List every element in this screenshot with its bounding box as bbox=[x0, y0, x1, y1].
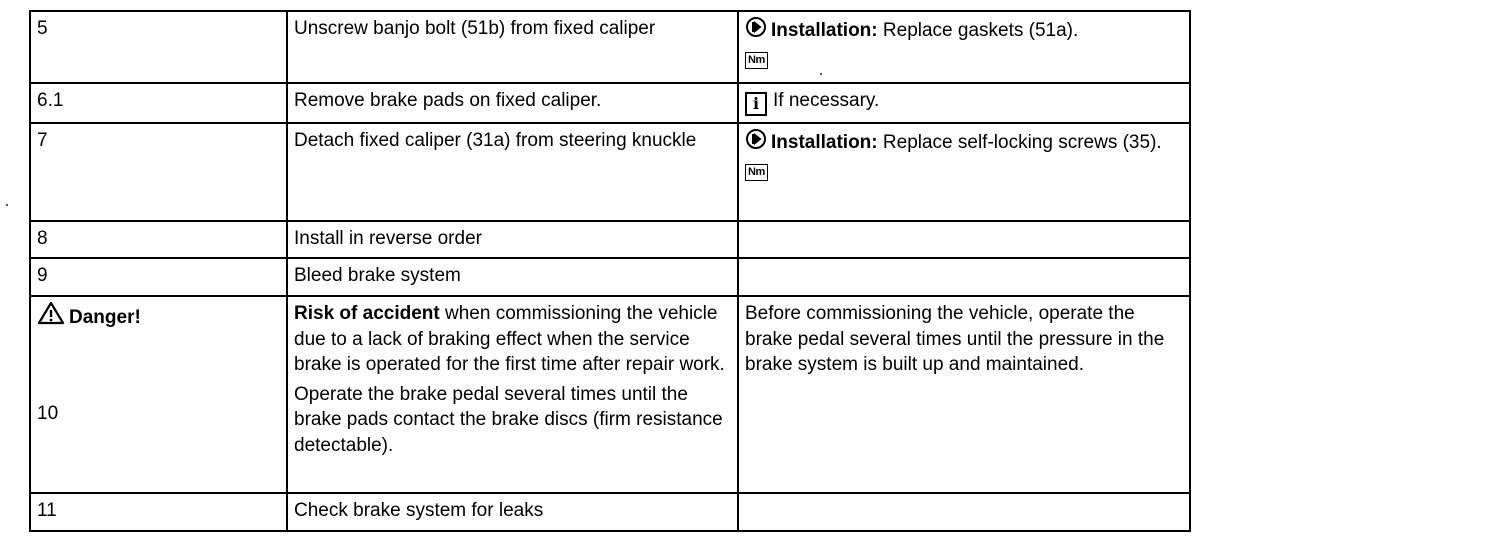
note-cell bbox=[738, 11, 1190, 83]
installation-icon bbox=[745, 16, 767, 45]
step-cell bbox=[30, 493, 287, 531]
procedure-table bbox=[29, 10, 1191, 532]
action-text: Operate the brake pedal several times until the brake pads contact the brake discs (firm resistance detectable). bbox=[294, 383, 723, 456]
table-row bbox=[30, 296, 1190, 493]
action-text: Unscrew banjo bolt (51b) from fixed caliper bbox=[294, 18, 656, 39]
risk-label: Risk of accident bbox=[294, 303, 440, 324]
warning-triangle-icon bbox=[37, 301, 65, 331]
installation-label: Installation: bbox=[771, 20, 878, 41]
note-text: If necessary. bbox=[773, 90, 880, 111]
table-row bbox=[30, 123, 1190, 221]
action-cell bbox=[287, 123, 738, 221]
table-row bbox=[30, 11, 1190, 83]
table-row bbox=[30, 258, 1190, 296]
step-number: 8 bbox=[37, 228, 48, 249]
note-text: Before commissioning the vehicle, operate the brake pedal several times until the pressure in the brake system is built up and maintained. bbox=[745, 303, 1165, 375]
action-cell bbox=[287, 296, 738, 493]
note-cell bbox=[738, 493, 1190, 531]
risk-text: when commissioning the vehicle due to a lack of braking effect when the service brake is operated for the first time after repair work. bbox=[294, 303, 725, 375]
note-cell bbox=[738, 221, 1190, 258]
note-cell bbox=[738, 83, 1190, 123]
danger-heading bbox=[37, 301, 280, 331]
note-cell bbox=[738, 258, 1190, 296]
step-cell bbox=[30, 83, 287, 123]
step-cell bbox=[30, 296, 287, 493]
installation-label: Installation: bbox=[771, 132, 878, 153]
danger-label: Danger! bbox=[69, 307, 141, 328]
scan-speck bbox=[820, 73, 822, 75]
note-text: Replace self-locking screws (35). bbox=[877, 132, 1162, 153]
action-text: Bleed brake system bbox=[294, 265, 461, 286]
step-number: 10 bbox=[37, 403, 59, 424]
table-row bbox=[30, 493, 1190, 531]
step-cell bbox=[30, 11, 287, 83]
step-cell bbox=[30, 258, 287, 296]
action-cell bbox=[287, 11, 738, 83]
step-number: 7 bbox=[37, 130, 48, 151]
note-cell bbox=[738, 123, 1190, 221]
action-cell bbox=[287, 493, 738, 531]
action-text: Install in reverse order bbox=[294, 228, 482, 249]
step-number: 5 bbox=[37, 18, 48, 39]
step-number: 9 bbox=[37, 265, 48, 286]
action-text: Check brake system for leaks bbox=[294, 500, 544, 521]
action-cell bbox=[287, 83, 738, 123]
action-text: Remove brake pads on fixed caliper. bbox=[294, 90, 602, 111]
step-cell bbox=[30, 123, 287, 221]
action-cell bbox=[287, 221, 738, 258]
risk-statement bbox=[294, 301, 731, 378]
table-row bbox=[30, 221, 1190, 258]
torque-nm-icon: Nm bbox=[745, 164, 768, 181]
action-text: Detach fixed caliper (31a) from steering knuckle bbox=[294, 130, 697, 151]
note-cell bbox=[738, 296, 1190, 493]
table-row bbox=[30, 83, 1190, 123]
torque-nm-icon: Nm bbox=[745, 52, 768, 69]
installation-icon bbox=[745, 128, 767, 157]
step-number: 11 bbox=[37, 500, 57, 521]
info-icon: i bbox=[745, 92, 767, 116]
note-text: Replace gaskets (51a). bbox=[877, 20, 1079, 41]
step-number: 6.1 bbox=[37, 90, 64, 111]
action-cell bbox=[287, 258, 738, 296]
scan-speck bbox=[6, 204, 8, 206]
step-cell bbox=[30, 221, 287, 258]
